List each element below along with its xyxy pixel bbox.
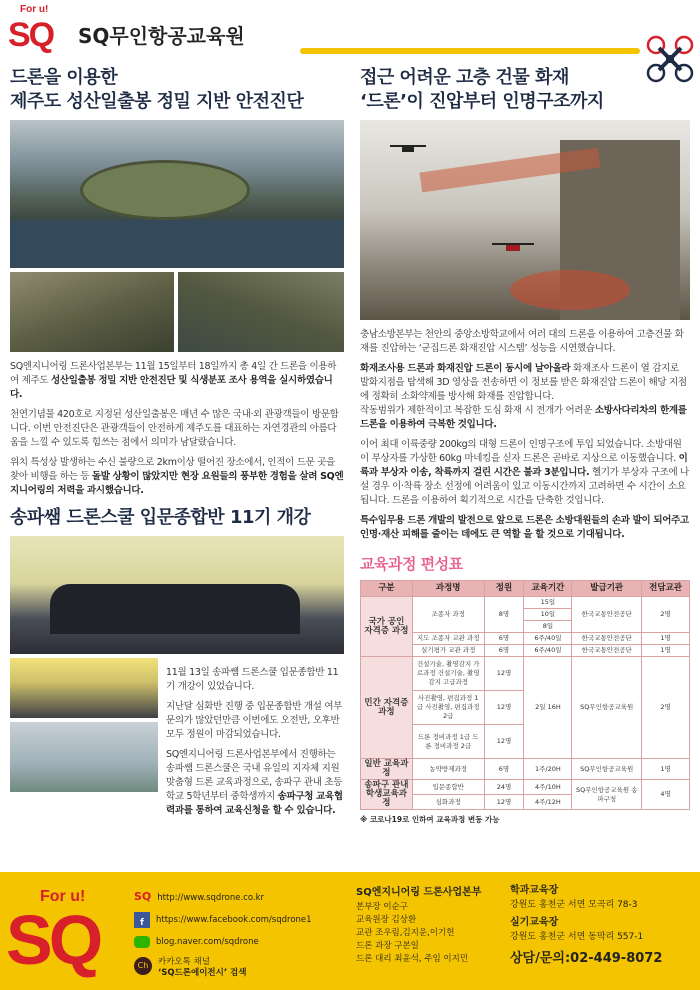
curriculum-table (360, 580, 690, 810)
classroom-photo (10, 658, 158, 718)
category-cell: 국가 공인 자격증 과정 (361, 597, 413, 657)
table-cell: 8일 (524, 621, 572, 633)
article2-paragraph-3: SQ엔지니어링 드론사업본부에서 진행하는 송파쌤 드론스쿨은 국내 유일의 지자체 지원 맞춤형 드론 교육과정으로, 송파구 관내 초등학교 5학년부터 중학생까지 송파구청 교육협력과를 통하여 교육신청을 할 수 있습니다. (166, 749, 343, 816)
article2-paragraph-1: 11월 13일 송파쌤 드론스쿨 입문종합반 11기 개강이 있었습니다. (166, 667, 339, 692)
table-cell: 지도 조종자 교관 과정 (412, 633, 484, 645)
facebook-icon: f (134, 912, 150, 928)
contact-phone[interactable]: 상담/문의:02-449-8072 (510, 951, 663, 966)
sq-small-logo: SQ (134, 890, 152, 903)
table-cell: 1명 (642, 645, 690, 657)
article3-paragraph-4: 이어 최대 이륙중량 200kg의 대형 드론이 인명구조에 투입 되었습니다. 소방대원이 부상자를 가상한 60kg 마네킹을 싣자 드론은 곧바로 지상으로 이동했습니다. 이륙과 부상자 이송, 착륙까지 걸린 시간은 불과 3분입니다. 헬기가 부상자 구조에 나설 경우 이·착륙 장소 선정에 어려움이 있고 이동시간까지 고려하면 수 시간이 소요됩니다. 드론을 이용하여 획기적으로 시간을 단축한 것입니다. (360, 439, 689, 506)
table-cell: 6명 (484, 633, 524, 645)
staff-item: 교관 조우림,김지운,이기헌 (356, 928, 455, 938)
site1-label: 학과교육장 (510, 885, 559, 896)
col-header: 정원 (484, 581, 524, 597)
article1-title: 드론을 이용한 제주도 성산일출봉 정밀 지반 안전진단 (10, 67, 304, 112)
table-cell: 4주/12H (524, 795, 572, 810)
article3-paragraph-3: 작동범위가 제한적이고 복잡한 도심 화재 시 전개가 어려운 소방사다리차의 한계를 드론을 이용하여 극복한 것입니다. (360, 405, 687, 430)
staff-item: 본부장 이순구 (356, 902, 408, 912)
table-cell: 2명 (642, 657, 690, 759)
table-cell: 12명 (484, 691, 524, 725)
table-cell: 심화과정 (412, 795, 484, 810)
table-cell: 6주/40일 (524, 645, 572, 657)
table-cell: 한국교통안전공단 (572, 597, 642, 633)
table-cell: 24명 (484, 780, 524, 795)
dept-name: SQ엔지니어링 드론사업본부 (356, 887, 482, 898)
table-cell: 실기평가 교관 과정 (412, 645, 484, 657)
article3-paragraph-5: 특수임무용 드론 개발의 발전으로 앞으로 드론은 소방대원들의 손과 발이 되어주고 인명·재산 피해를 줄이는 데에도 큰 역할 을 할 것으로 기대됩니다. (360, 515, 689, 540)
table-cell: 1주/20H (524, 759, 572, 780)
curriculum-note: ※ 코로나19로 인하여 교육과정 변동 가능 (360, 815, 500, 824)
table-cell: 6명 (484, 645, 524, 657)
table-cell: 6주/40일 (524, 633, 572, 645)
class-group-photo (10, 536, 344, 654)
footer-logo: SQ (6, 901, 100, 979)
table-cell: 6명 (484, 759, 524, 780)
article3-paragraph-1: 충남소방본부는 천안의 중앙소방학교에서 여러 대의 드론을 이용하여 고층건물 화재를 진압하는 ‘군집드론 화재진압 시스템’ 성능을 시연했습니다. (360, 329, 684, 354)
article3-title: 접근 어려운 고층 건물 화재 ‘드론’이 진압부터 인명구조까지 (360, 67, 604, 112)
site2-address: 강원도 홍천군 서면 동막리 557-1 (510, 932, 644, 942)
drone-practice-photo (10, 722, 158, 792)
org-title: SQ무인항공교육원 (78, 24, 245, 48)
table-cell: 건설기술, 촬영감지 가로과정 건설기술, 촬영감지 고급과정 (412, 657, 484, 691)
article1-paragraph-1: SQ엔지니어링 드론사업본부는 11월 15일부터 18일까지 총 4일 간 드론을 이용하여 제주도 성산일출봉 정밀 지반 안전진단 및 식생분포 조사 용역을 실시하였습니다. (10, 361, 337, 400)
table-cell: 15일 (524, 597, 572, 609)
table-cell: 사진촬영, 편집과정 1급 사진촬영, 편집과정 2급 (412, 691, 484, 725)
curriculum-title: 교육과정 편성표 (360, 555, 463, 573)
table-cell: 12명 (484, 795, 524, 810)
facebook-link[interactable]: f https://www.facebook.com/sqdrone1 (134, 909, 312, 931)
col-header: 구분 (361, 581, 413, 597)
category-cell: 일반 교육과정 (361, 759, 413, 780)
table-cell: 한국교통안전공단 (572, 633, 642, 645)
staff-item: 교육원장 김상환 (356, 915, 417, 925)
header-divider (300, 48, 640, 54)
table-cell: 12명 (484, 657, 524, 691)
table-cell: 12명 (484, 725, 524, 759)
article3-paragraph-2: 화재조사용 드론과 화재진압 드론이 동시에 날아올라 화재조사 드론이 열 감지로 발화지점을 탐색해 3D 영상을 전송하면 이 정보를 받은 화재진압 드론이 해당 지점에 정확히 소화약제를 방사해 화재를 진압합니다. (360, 363, 687, 402)
article2-paragraph-2: 지난달 심화반 진행 중 입문종합반 개설 여부 문의가 많았던만큼 이번에도 오전반, 오후반 모두 정원이 마감되었습니다. (166, 701, 343, 740)
staff-item: 드론 대리 최윤석, 주임 이지민 (356, 954, 469, 964)
article2-title: 송파쌤 드론스쿨 입문종합반 11기 개강 (10, 507, 311, 528)
address-block (510, 884, 662, 966)
category-cell: 민간 자격증 과정 (361, 657, 413, 759)
cliff-photo-1 (10, 272, 174, 352)
article1-paragraph-3: 위치 특성상 발생하는 수신 불량으로 2km이상 떨어진 장소에서, 인적이 드문 곳을 찾아 비행을 하는 등 돌발 상황이 많았지만 현장 요원들의 풍부한 경험을 살려 SQ엔지니어링의 저력을 과시했습니다. (10, 457, 344, 496)
seongsan-aerial-photo (10, 120, 344, 268)
table-cell: SQ무인항공교육원 (572, 759, 642, 780)
table-cell: 4명 (642, 780, 690, 810)
footer-logo-foru: For u! (40, 888, 86, 905)
kakao-link[interactable]: Ch 카카오톡 채널 ‘SQ드론에이전시’ 검색 (134, 957, 312, 979)
table-cell: 10일 (524, 609, 572, 621)
staff-item: 드론 과장 구본일 (356, 941, 419, 951)
kakao-channel-icon: Ch (134, 957, 152, 975)
col-header: 발급기관 (572, 581, 642, 597)
table-cell: 입문종합반 (412, 780, 484, 795)
logo-foru: For u! (20, 4, 49, 15)
website-link[interactable]: SQ http://www.sqdrone.co.kr (134, 890, 264, 903)
category-cell: 송파구 관내 학생교육과정 (361, 780, 413, 810)
site1-address: 강원도 홍천군 서면 모곡리 78-3 (510, 900, 638, 910)
table-cell: 농약방제과정 (412, 759, 484, 780)
cliff-photo-2 (178, 272, 344, 352)
col-header: 과정명 (412, 581, 484, 597)
col-header: 전담교관 (642, 581, 690, 597)
drone-icon (490, 236, 536, 258)
fire-drone-photo (360, 120, 690, 320)
col-header: 교육기간 (524, 581, 572, 597)
blog-icon (134, 936, 150, 948)
site2-label: 실기교육장 (510, 917, 559, 928)
footer (0, 872, 700, 990)
table-cell: 4주/10H (524, 780, 572, 795)
logo: SQ (8, 16, 54, 54)
table-cell: 8명 (484, 597, 524, 633)
table-cell: SQ무인항공교육원 송파구청 (572, 780, 642, 810)
table-cell: SQ무인항공교육원 (572, 657, 642, 759)
table-cell: 드론 정비과정 1급 드론 정비과정 2급 (412, 725, 484, 759)
table-cell: 1명 (642, 759, 690, 780)
footer-links (134, 886, 312, 979)
staff-block (356, 886, 481, 966)
header (0, 0, 700, 62)
table-cell: 한국교통안전공단 (572, 645, 642, 657)
table-cell: 2일 16H (524, 657, 572, 759)
table-cell: 조종자 과정 (412, 597, 484, 633)
blog-link[interactable]: blog.naver.com/sqdrone (134, 931, 312, 953)
table-cell: 1명 (642, 633, 690, 645)
article1-paragraph-2: 천연기념물 420호로 지정된 성산일출봉은 매년 수 많은 국내·외 관광객들이 방문합니다. 이번 안전진단은 관광객들이 안전하게 제주도를 대표하는 자연경관의 아름다움을 느낄 수 있도록 힘쓰는 점에서 의미가 남달랐습니다. (10, 409, 339, 448)
drone-icon (388, 138, 428, 158)
table-cell: 2명 (642, 597, 690, 633)
